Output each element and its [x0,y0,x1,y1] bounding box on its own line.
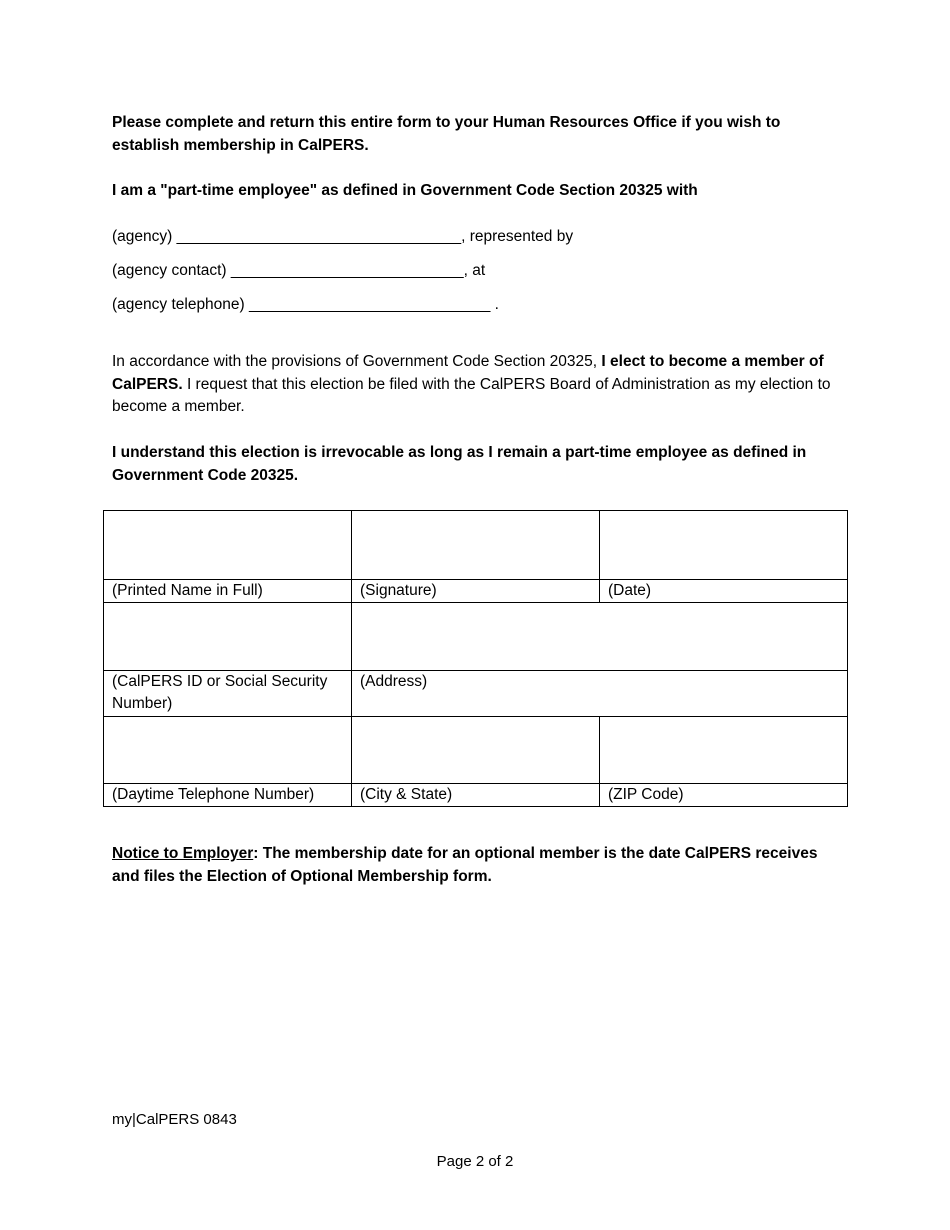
employer-notice-colon: : [253,845,259,862]
city-state-label: (City & State) [352,784,600,807]
daytime-phone-label: (Daytime Telephone Number) [104,784,352,807]
city-state-field[interactable] [352,717,600,784]
election-statement: I elect to become a member of CalPERS. [112,353,824,393]
irrevocable-notice: I understand this election is irrevocable as long as I remain a part-time employee as defined in Government Code 20325. [112,444,807,484]
printed-name-field[interactable] [104,511,352,580]
date-label: (Date) [600,580,848,603]
calpers-id-label: (CalPERS ID or Social Security Number) [104,671,352,717]
employer-notice-text: The membership date for an optional member is the date CalPERS receives and files the Election of Optional Membership form. [112,845,818,885]
date-field[interactable] [600,511,848,580]
member-info-table [103,510,848,807]
page-number: Page 2 of 2 [436,1153,514,1170]
daytime-phone-field[interactable] [104,717,352,784]
zip-code-field[interactable] [600,717,848,784]
address-field[interactable] [352,603,848,671]
signature-field[interactable] [352,511,600,580]
calpers-id-field[interactable] [104,603,352,671]
election-paragraph [112,351,842,419]
printed-name-label: (Printed Name in Full) [104,580,352,603]
employer-notice [112,843,842,888]
agency-fill-line[interactable]: (agency) _________________________________, represented by [112,228,574,245]
address-label: (Address) [352,671,848,717]
election-text-before: In accordance with the provisions of Government Code Section 20325, [112,353,602,370]
signature-label: (Signature) [352,580,600,603]
form-id: my|CalPERS 0843 [112,1111,237,1128]
agency-contact-fill-line[interactable]: (agency contact) ___________________________, at [112,262,486,279]
instruction-text: Please complete and return this entire form to your Human Resources Office if you wish to establish membership in CalPERS. [112,114,781,154]
declaration-text: I am a "part-time employee" as defined in Government Code Section 20325 with [112,182,698,199]
employer-notice-label: Notice to Employer [112,845,254,862]
zip-code-label: (ZIP Code) [600,784,848,807]
election-text-after: I request that this election be filed with the CalPERS Board of Administration as my election to become a member. [112,375,831,415]
agency-telephone-fill-line[interactable]: (agency telephone) ____________________________ . [112,296,499,313]
